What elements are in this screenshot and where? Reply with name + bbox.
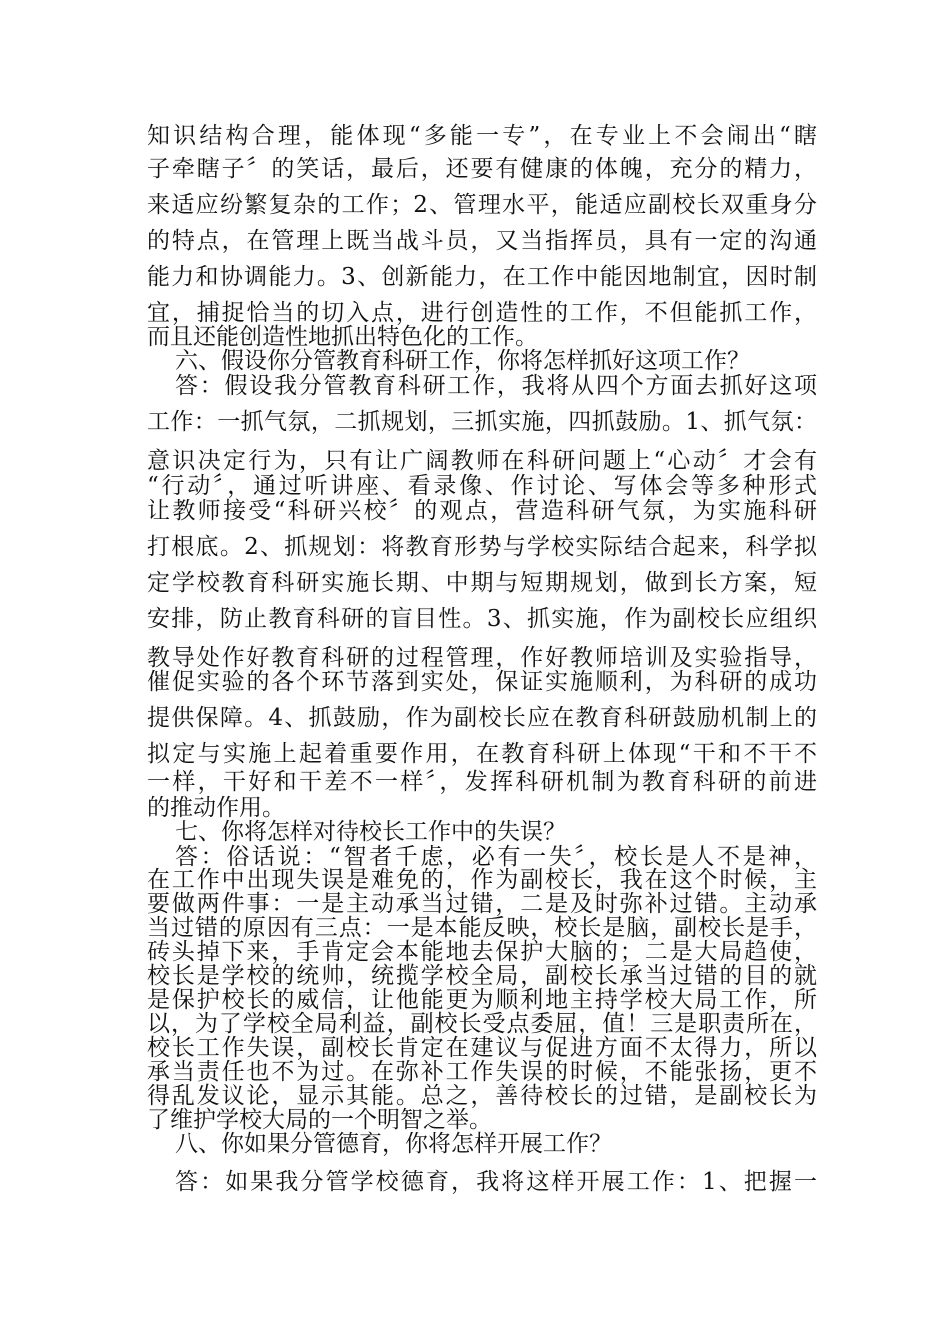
text-line: 一样，干好和干差不一样〞，发挥科研机制为教育科研的前进 (147, 769, 817, 795)
text-line: 宜，捕捉恰当的切入点，进行创造性的工作，不但能抓工作， (147, 300, 817, 326)
text-line: 拟定与实施上起着重要作用，在教育科研上体现“干和不干不 (147, 741, 817, 767)
text-line: 能力和协调能力。3、创新能力，在工作中能因地制宜，因时制 (147, 264, 817, 290)
text-line: 定学校教育科研实施长期、中期与短期规划，做到长方案，短 (147, 570, 817, 596)
text-line: 要做两件事：一是主动承当过错，二是及时弥补过错。主动承 (147, 891, 817, 917)
text-line: 是保护校长的威信，让他能更为顺利地主持学校大局工作，所 (147, 987, 817, 1013)
text-line: 安排，防止教育科研的盲目性。3、抓实施，作为副校长应组织 (147, 606, 817, 632)
text-line: 承当责任也不为过。在弥补工作失误的时候，不能张扬，更不 (147, 1059, 817, 1085)
text-line: “行动〞，通过听讲座、看录像、作讨论、写体会等多种形式 (147, 473, 817, 499)
text-line: 的特点，在管理上既当战斗员，又当指挥员，具有一定的沟通 (147, 228, 817, 254)
text-line: 来适应纷繁复杂的工作；2、管理水平，能适应副校长双重身分 (147, 192, 817, 218)
text-line: 打根底。2、抓规划：将教育形势与学校实际结合起来，科学拟 (147, 534, 817, 560)
text-line: 砖头掉下来，手肯定会本能地去保护大脑的；二是大局趋使， (147, 939, 817, 965)
text-line: 工作：一抓气氛，二抓规划，三抓实施，四抓鼓励。1、抓气氛： (147, 409, 817, 435)
text-line: 意识决定行为，只有让广阔教师在科研问题上“心动〞才会有 (147, 448, 817, 474)
text-line: 了维护学校大局的一个明智之举。 (147, 1107, 492, 1133)
text-line: 在工作中出现失误是难免的，作为副校长，我在这个时候，主 (147, 867, 817, 893)
text-line: 校长是学校的统帅，统揽学校全局，副校长承当过错的目的就 (147, 963, 817, 989)
text-line: 子牵瞎子〞的笑话，最后，还要有健康的体魄，充分的精力， (147, 156, 817, 182)
text-line: 让教师接受“科研兴校〞的观点，营造科研气氛，为实施科研 (147, 498, 817, 524)
text-line: 教导处作好教育科研的过程管理，作好教师培训及实验指导， (147, 645, 817, 671)
section-heading-7: 七、你将怎样对待校长工作中的失误？ (175, 819, 566, 845)
text-line: 催促实验的各个环节落到实处，保证实施顺利，为科研的成功 (147, 669, 817, 695)
text-line: 当过错的原因有三点：一是本能反映，校长是脑，副校长是手， (147, 915, 817, 941)
text-line: 知识结构合理，能体现“多能一专”，在专业上不会闹出“瞎 (147, 123, 817, 149)
section-heading-6: 六、假设你分管教育科研工作，你将怎样抓好这项工作？ (175, 348, 750, 374)
text-line: 的推动作用。 (147, 795, 285, 821)
section-heading-8: 八、你如果分管德育，你将怎样开展工作？ (175, 1131, 612, 1157)
text-line: 校长工作失误，副校长肯定在建议与促进方面不太得力，所以 (147, 1035, 817, 1061)
text-line: 答：俗话说：“智者千虑，必有一失〞，校长是人不是神， (175, 844, 817, 870)
text-line: 而且还能创造性地抓出特色化的工作。 (147, 324, 538, 350)
text-line: 以，为了学校全局利益，副校长受点委屈，值！三是职责所在， (147, 1011, 817, 1037)
text-line: 得乱发议论，显示其能。总之，善待校长的过错，是副校长为 (147, 1083, 817, 1109)
text-line: 提供保障。4、抓鼓励，作为副校长应在教育科研鼓励机制上的 (147, 705, 817, 731)
text-line: 答：如果我分管学校德育，我将这样开展工作：1、把握一 (175, 1169, 817, 1195)
text-line: 答：假设我分管教育科研工作，我将从四个方面去抓好这项 (175, 373, 817, 399)
